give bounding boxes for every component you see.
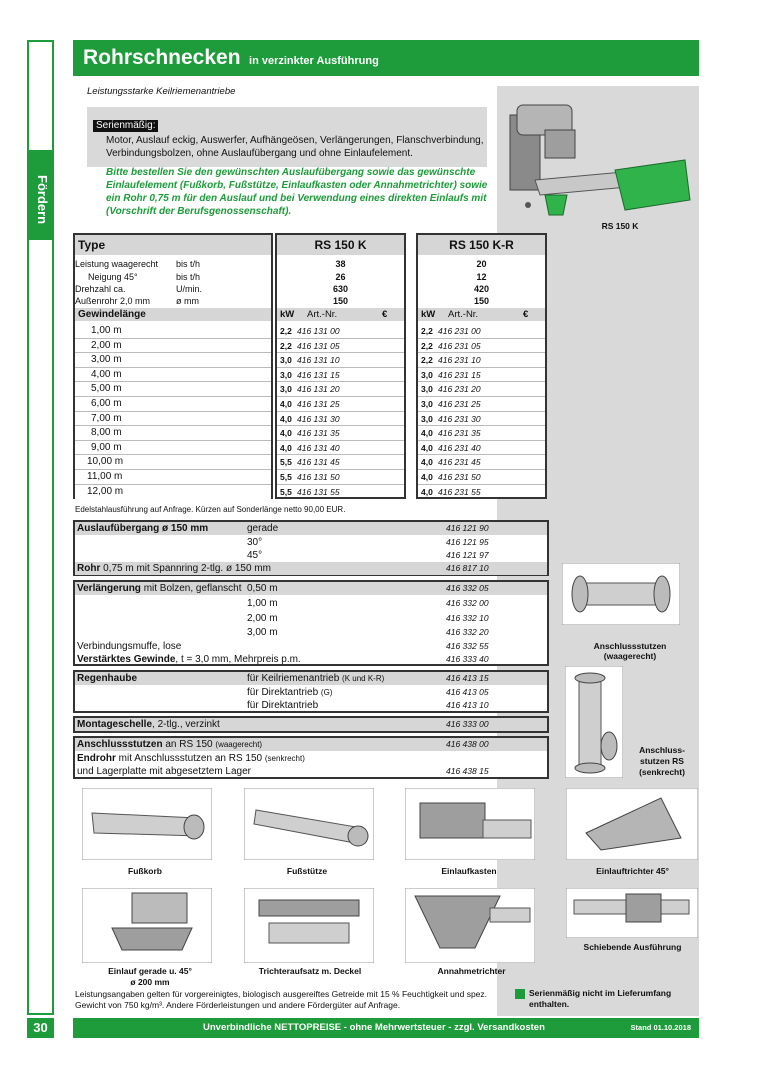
art-number: 416 817 10	[446, 563, 489, 573]
model-2-cell	[418, 412, 545, 427]
art-number: 416 438 15	[446, 766, 489, 776]
kw-value: 3,0	[421, 369, 433, 380]
col-eur: €	[382, 309, 388, 320]
length-cell: 6,00 m	[75, 397, 271, 412]
kw-value: 5,5	[280, 486, 292, 497]
spec-value: 630	[332, 284, 349, 294]
art-number: 416 131 40	[297, 442, 340, 453]
clamp-row	[77, 718, 220, 731]
kw-value: 2,2	[421, 326, 433, 336]
model-1-cell	[277, 324, 404, 339]
model-1-cell	[277, 368, 404, 383]
series-text: Motor, Auslauf eckig, Auswerfer, Aufhängeösen, Verlängerungen, Flanschverbindung, Verbindungsbolzen, ohne Auslaufübergang und ohne Einlaufelement.	[106, 135, 484, 159]
art-number: 416 231 55	[438, 486, 481, 497]
kw-value: 3,0	[280, 355, 292, 366]
model-1-cell	[277, 426, 404, 441]
model-1-cell	[277, 441, 404, 456]
gallery-image-trichteraufsatz	[244, 888, 374, 963]
main-image-caption: RS 150 K	[601, 221, 639, 231]
kw-value: 2,2	[280, 340, 292, 351]
model-2-col-header	[418, 308, 545, 321]
extension-label: Verlängerung	[77, 583, 141, 594]
art-number: 416 231 15	[438, 369, 481, 380]
gallery-caption: Schiebende Ausführung	[583, 942, 682, 952]
model-2-cell	[418, 324, 545, 339]
gallery-caption-line: ø 200 mm	[130, 977, 170, 987]
thread-row	[77, 653, 301, 666]
kw-value: 2,2	[421, 355, 433, 366]
col-art: Art.-Nr.	[307, 309, 338, 320]
stub-h-caption	[570, 641, 690, 661]
stub-row	[77, 738, 262, 751]
spec-unit: bis t/h	[176, 272, 201, 282]
pipe-label: Rohr	[77, 563, 101, 574]
outlet-option: 45°	[247, 550, 263, 561]
gallery-image-annahmetrichter	[405, 888, 535, 963]
hood-option	[247, 686, 332, 699]
pipe-desc: 0,75 m mit Spannring 2-tlg. ø 150 mm	[103, 563, 271, 574]
hood-option-text: für Keilriemenantrieb	[247, 673, 340, 684]
art-number: 416 333 00	[446, 719, 489, 729]
kw-value: 4,0	[280, 428, 292, 439]
kw-value: 2,2	[280, 326, 292, 336]
art-number: 416 231 35	[438, 428, 481, 439]
gallery-caption	[100, 966, 200, 988]
model-2-cell	[418, 353, 545, 368]
art-number: 416 413 05	[446, 687, 489, 697]
art-number: 416 231 00	[438, 326, 481, 336]
col-art: Art.-Nr.	[448, 309, 479, 320]
art-number: 416 131 15	[297, 369, 340, 380]
model-1-cell	[277, 339, 404, 354]
outlet-option: 30°	[247, 537, 263, 548]
model-2-cell	[418, 470, 545, 485]
page-header	[73, 40, 699, 76]
gallery-caption: Einlauftrichter 45°	[596, 866, 669, 876]
bottom-note: Leistungsangaben gelten für vorgereinigtes, biologisch ausgereiftes Getreide mit 15 % Feuchtigkeit und spez. Gewicht von 750 kg/m³. Andere Förderleistungen und andere Fördergüter auf Anfrage.	[75, 989, 488, 1010]
type-label: Type	[75, 235, 271, 255]
model-2-cell	[418, 485, 545, 500]
length-cell: 8,00 m	[75, 426, 271, 441]
art-number: 416 231 30	[438, 413, 481, 424]
gallery-image-schiebend	[566, 888, 698, 938]
series-label: Serienmäßig:	[93, 120, 158, 132]
art-number: 416 231 45	[438, 457, 481, 468]
endpipe-desc: mit Anschlussstutzen an RS 150	[118, 753, 263, 764]
endpipe-label: Endrohr	[77, 753, 116, 764]
gallery-image-fusskorb	[82, 788, 212, 860]
page-subtitle: in verzinkter Ausführung	[249, 55, 379, 67]
kw-value: 3,0	[280, 369, 292, 380]
kw-value: 4,0	[280, 399, 292, 409]
thread-desc: , t = 3,0 mm, Mehrpreis p.m.	[175, 654, 301, 665]
length-header: Gewindelänge	[75, 308, 271, 321]
model-1-cell	[277, 353, 404, 368]
model-2-cell	[418, 455, 545, 470]
thread-label: Verstärktes Gewinde	[77, 654, 176, 665]
hood-option-text: für Direktantrieb	[247, 687, 319, 698]
endpipe-row	[77, 752, 305, 765]
gallery-image-einlauf-gerade	[82, 888, 212, 963]
page-title: Rohrschnecken	[83, 46, 241, 69]
kw-value: 5,5	[280, 457, 292, 468]
art-number: 416 131 05	[297, 340, 340, 351]
model-2-cell	[418, 339, 545, 354]
art-number: 416 131 20	[297, 384, 340, 395]
art-number: 416 332 00	[446, 598, 489, 608]
art-number: 416 332 10	[446, 613, 489, 623]
footer-date: Stand 01.10.2018	[630, 1023, 691, 1032]
art-number: 416 131 55	[297, 486, 340, 497]
model-1-cell	[277, 382, 404, 397]
stub-horizontal-image	[562, 563, 680, 625]
spec-value: 150	[332, 296, 349, 306]
kw-value: 3,0	[421, 384, 433, 395]
gallery-caption: Fußkorb	[128, 866, 162, 876]
length-cell: 2,00 m	[75, 339, 271, 354]
length-cell: 4,00 m	[75, 368, 271, 383]
art-number: 416 231 40	[438, 442, 481, 453]
stub-h-caption-line: (waagerecht)	[603, 651, 657, 661]
extension-desc: mit Bolzen, geflanscht	[143, 583, 242, 594]
side-tab-label: Fördern	[35, 175, 50, 225]
model-1-col-header	[277, 308, 404, 321]
kw-value: 4,0	[280, 413, 292, 424]
kw-value: 2,2	[421, 340, 433, 351]
gallery-image-einlaufkasten	[405, 788, 535, 860]
kw-value: 4,0	[421, 472, 433, 482]
spec-value: 20	[476, 259, 487, 269]
spec-name: Neigung 45°	[88, 272, 138, 282]
hood-label: Regenhaube	[77, 673, 138, 684]
art-number: 416 332 20	[446, 627, 489, 637]
hood-option-suffix: (G)	[320, 688, 333, 697]
length-cell: 5,00 m	[75, 382, 271, 397]
stub-label: Anschlussstutzen	[77, 739, 163, 750]
model-2-cell	[418, 441, 545, 456]
art-number: 416 131 00	[297, 326, 340, 336]
length-cell: 1,00 m	[75, 324, 271, 339]
art-number: 416 231 20	[438, 384, 481, 395]
stub-h-caption-line: Anschlussstutzen	[593, 641, 667, 651]
art-number: 416 413 15	[446, 673, 489, 683]
spec-name: Drehzahl ca.	[75, 284, 126, 294]
legend-note: Serienmäßig nicht im Lieferumfang enthalten.	[529, 988, 672, 1009]
art-number: 416 121 97	[446, 550, 489, 560]
model-1-cell	[277, 397, 404, 412]
clamp-desc: , 2-tlg., verzinkt	[152, 719, 220, 730]
page-number: 30	[27, 1018, 54, 1038]
art-number: 416 413 10	[446, 700, 489, 710]
spec-unit: bis t/h	[176, 259, 201, 269]
length-cell: 10,00 m	[75, 455, 271, 470]
model-2-name: RS 150 K-R	[418, 235, 545, 255]
spec-name: Leistung waagerecht	[75, 259, 159, 269]
spec-value: 150	[473, 296, 490, 306]
spec-unit: ø mm	[176, 296, 199, 306]
sleeve-label: Verbindungsmuffe, lose	[77, 641, 182, 652]
art-number: 416 131 30	[297, 413, 340, 424]
extension-option: 0,50 m	[247, 583, 278, 594]
art-number: 416 333 40	[446, 654, 489, 664]
kw-value: 3,0	[421, 413, 433, 424]
col-kw: kW	[280, 309, 295, 320]
kw-value: 4,0	[421, 442, 433, 453]
extension-row	[77, 582, 242, 595]
spec-value: 26	[335, 272, 346, 282]
col-kw: kW	[421, 309, 436, 320]
art-number: 416 231 10	[438, 355, 481, 366]
footer	[73, 1018, 699, 1038]
length-cell: 3,00 m	[75, 353, 271, 368]
gallery-caption-line: Einlauf gerade u. 45°	[108, 966, 192, 976]
spec-value: 12	[476, 272, 487, 282]
spec-value: 38	[335, 259, 346, 269]
length-cell: 9,00 m	[75, 441, 271, 456]
hood-option-text: für Direktantrieb	[247, 700, 319, 711]
hood-option-suffix: (K und K-R)	[342, 674, 385, 683]
clamp-label: Montageschelle	[77, 719, 153, 730]
model-1-cell	[277, 412, 404, 427]
gallery-caption: Trichteraufsatz m. Deckel	[258, 966, 362, 976]
gallery-caption: Fußstütze	[286, 866, 328, 876]
length-cell: 7,00 m	[75, 412, 271, 427]
stub-v-caption	[628, 745, 696, 778]
order-note: Bitte bestellen Sie den gewünschten Auslaufübergang sowie das gewünschte Einlaufelement (Fußkorb, Fußstütze, Einlaufkasten oder Annahmetrichter) sowie ein Rohr 0,75 m für den Auslauf und bei Verwendung eines direkten Einlaufs mit (Vorschrift der Berufsgenossenschaft).	[106, 167, 488, 217]
model-1-name: RS 150 K	[277, 235, 404, 255]
art-number: 416 231 50	[438, 472, 481, 482]
kw-value: 3,0	[280, 384, 292, 395]
col-eur: €	[523, 309, 529, 320]
model-2-cell	[418, 426, 545, 441]
art-number: 416 131 25	[297, 399, 340, 409]
art-number: 416 131 50	[297, 472, 340, 482]
stub-v-caption-line: stutzen RS	[640, 756, 684, 766]
outlet-option: gerade	[247, 523, 279, 534]
spec-unit: U/min.	[176, 284, 203, 294]
art-number: 416 131 35	[297, 428, 340, 439]
kw-value: 4,0	[421, 428, 433, 439]
art-number: 416 121 95	[446, 537, 489, 547]
art-number: 416 332 05	[446, 583, 489, 593]
kw-value: 3,0	[421, 399, 433, 409]
model-2-cell	[418, 397, 545, 412]
stub-desc-small: (waagerecht)	[215, 740, 263, 749]
gallery-image-einlauftrichter	[566, 788, 698, 860]
outlet-label: Auslaufübergang ø 150 mm	[77, 523, 209, 534]
spec-value: 420	[473, 284, 490, 294]
endpipe-desc-small: (senkrecht)	[264, 754, 305, 763]
kw-value: 4,0	[280, 442, 292, 453]
length-cell: 11,00 m	[75, 470, 271, 485]
kw-value: 4,0	[421, 486, 433, 497]
art-number: 416 231 25	[438, 399, 481, 409]
model-1-cell	[277, 455, 404, 470]
extension-option: 2,00 m	[247, 613, 278, 624]
extension-option: 1,00 m	[247, 598, 278, 609]
stub-v-caption-line: (senkrecht)	[639, 767, 685, 777]
drive-note: Leistungsstarke Keilriemenantriebe	[87, 86, 236, 97]
model-2-cell	[418, 368, 545, 383]
art-number: 416 231 05	[438, 340, 481, 351]
length-cell: 12,00 m	[75, 485, 271, 500]
art-number: 416 332 55	[446, 641, 489, 651]
gallery-image-fussstuetze	[244, 788, 374, 860]
hood-option	[247, 699, 318, 712]
footer-text: Unverbindliche NETTOPREISE - ohne Mehrwertsteuer - zzgl. Versandkosten	[203, 1022, 545, 1033]
model-2-cell	[418, 382, 545, 397]
stub-v-caption-line: Anschluss-	[639, 745, 685, 755]
art-number: 416 438 00	[446, 739, 489, 749]
stub-vertical-image	[565, 666, 623, 778]
kw-value: 4,0	[421, 457, 433, 468]
pipe-row	[77, 562, 271, 575]
model-1-cell	[277, 485, 404, 500]
kw-value: 5,5	[280, 472, 292, 482]
legend-swatch	[515, 989, 525, 999]
art-number: 416 131 45	[297, 457, 340, 468]
gallery-caption: Einlaufkasten	[441, 866, 497, 876]
hood-option	[247, 672, 384, 685]
steel-note: Edelstahlausführung auf Anfrage. Kürzen auf Sonderlänge netto 90,00 EUR.	[75, 505, 346, 514]
art-number: 416 131 10	[297, 355, 340, 366]
gallery-caption: Annahmetrichter	[437, 966, 506, 976]
spec-name: Außenrohr 2,0 mm	[75, 296, 151, 306]
art-number: 416 121 90	[446, 523, 489, 533]
endpipe-desc-2: und Lagerplatte mit abgesetztem Lager	[77, 766, 251, 777]
main-product-image	[505, 100, 695, 218]
stub-desc: an RS 150	[165, 739, 213, 750]
model-1-cell	[277, 470, 404, 485]
extension-option: 3,00 m	[247, 627, 278, 638]
